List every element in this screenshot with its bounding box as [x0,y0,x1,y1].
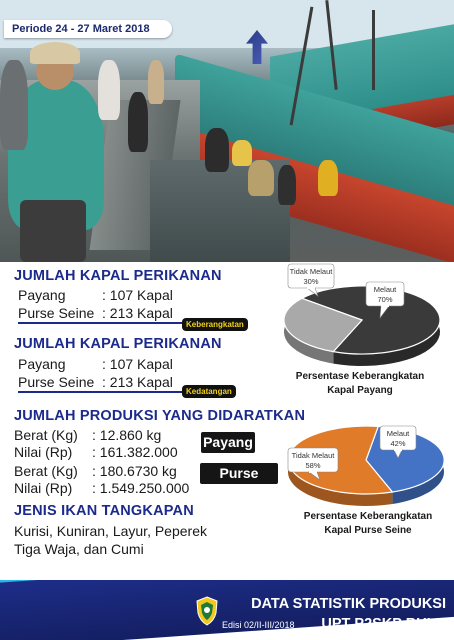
chart-caption-purse-seine [286,510,450,538]
photo-person [0,60,28,150]
caption-line: Persentase Keberangkatan [303,511,433,522]
section-kapal-kedatangan-title: JUMLAH KAPAL PERIKANAN [14,336,222,352]
row-purse-seine [18,305,173,321]
footer [0,580,454,640]
row-label: Purse Seine [18,305,95,321]
underline [18,322,184,324]
row-value: : 107 Kapal [102,356,173,372]
fish-list-line: Kurisi, Kuniran, Layur, Peperek [14,523,207,539]
pie-label-value: 58% [305,461,321,470]
photo-person [248,160,274,196]
label-payang: Payang [201,432,255,453]
row-value: : 213 Kapal [102,305,173,321]
label-purse-seine: Purse Seine [200,463,278,484]
photo-person [205,128,229,172]
row-value: : 12.860 kg [92,427,162,443]
row-label: Nilai (Rp) [14,480,73,496]
harbor-photo [0,0,454,262]
row-label: Nilai (Rp) [14,444,73,460]
tag-kedatangan: Kedatangan [182,385,236,398]
photo-person [148,60,164,104]
fish-list-line: Tiga Waja, dan Cumi [14,541,144,557]
photo-person [278,165,296,205]
photo-person [98,60,120,120]
caption-line: Persentase Keberangkatan [295,371,425,382]
row-label: Payang [18,356,66,372]
footer-subtitle: UPT P2SKP BULU [321,616,446,632]
section-jenis-ikan-title: JENIS IKAN TANGKAPAN [14,503,194,519]
row-payang [18,287,173,303]
underline [18,391,184,393]
row-label: Berat (Kg) [14,427,78,443]
row-payang [18,356,173,372]
period-badge: Periode 24 - 27 Maret 2018 [4,20,172,38]
pie-label-name: Tidak Melaut [289,267,333,276]
row-label: Berat (Kg) [14,463,78,479]
row-label: Payang [18,287,66,303]
row-purse-seine [18,374,173,390]
row-berat-payang [14,427,161,443]
row-nilai-payang [14,444,178,460]
row-value: : 161.382.000 [92,444,178,460]
pie-label-value: 42% [390,439,406,448]
row-berat-purse [14,463,177,479]
crest-logo-icon [196,596,218,626]
section-kapal-keberangkatan-title: JUMLAH KAPAL PERIKANAN [14,268,222,284]
photo-person [232,140,252,166]
photo-person [318,160,338,196]
caption-line: Kapal Payang [327,385,393,396]
row-label: Purse Seine [18,374,95,390]
row-value: : 107 Kapal [102,287,173,303]
pie-label-name: Melaut [373,285,397,294]
row-value: : 1.549.250.000 [92,480,190,496]
photo-mast [372,10,375,90]
photo-person-main-legs [20,200,86,262]
pie-label-value: 70% [377,295,393,304]
pie-chart-payang [262,262,452,372]
row-value: : 180.6730 kg [92,463,177,479]
row-value: : 213 Kapal [102,374,173,390]
caption-line: Kapal Purse Seine [324,525,412,536]
pie-label-name: Tidak Melaut [291,451,335,460]
pie-chart-purse-seine [280,410,452,510]
row-nilai-purse [14,480,189,496]
chart-caption-payang [270,370,450,398]
pie-label-name: Melaut [386,429,410,438]
footer-title: DATA STATISTIK PRODUKSI [251,596,446,612]
footer-edition: Edisi 02/II-III/2018 [222,620,295,630]
section-produksi-title: JUMLAH PRODUKSI YANG DIDARATKAN [14,408,306,424]
photo-person [128,92,148,152]
tag-keberangkatan: Keberangkatan [182,318,248,331]
photo-person-main-hat [30,42,80,64]
pie-label-value: 30% [303,277,319,286]
